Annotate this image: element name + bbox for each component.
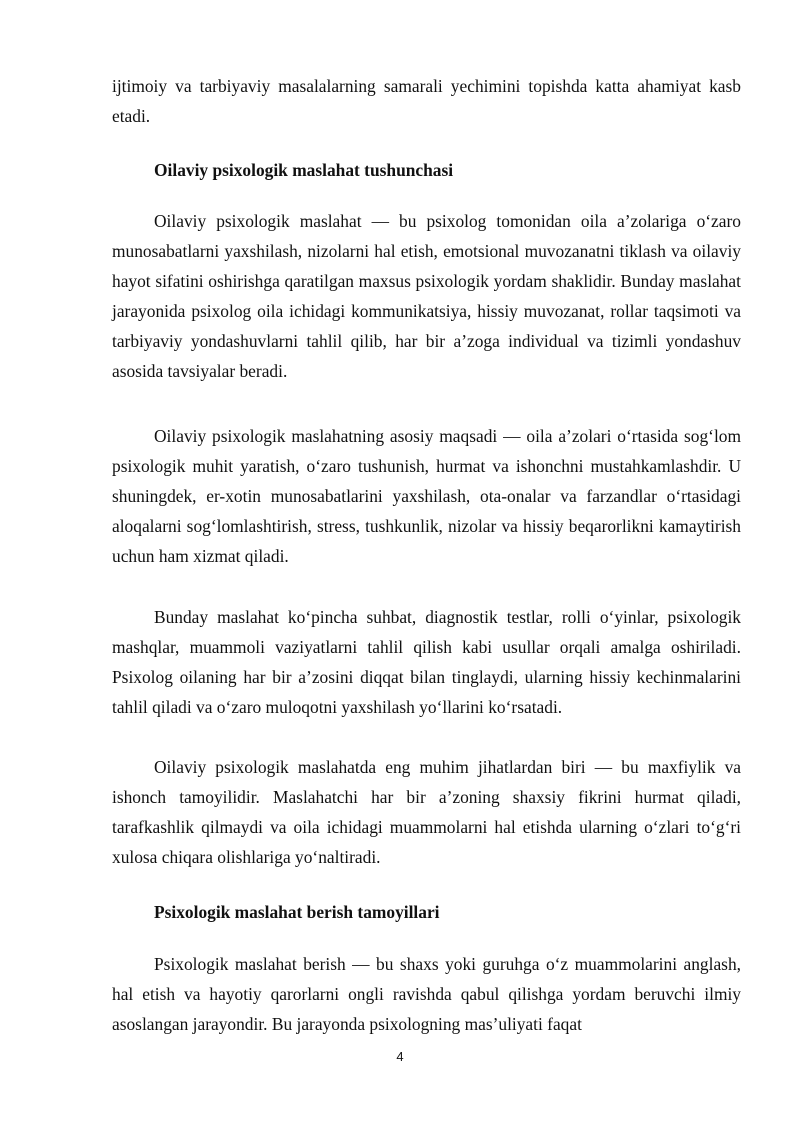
- paragraph-confidentiality: Oilaviy psixologik maslahatda eng muhim jihatlardan biri — bu maxfiylik va ishonch tamoyilidir. Maslahatchi har bir a’zoning shaxsiy fikrini hurmat qiladi, tarafkashlik qilmaydi va oila ichidagi muammolarni hal etishda ularning o‘zlari to‘g‘ri xulosa chiqara olishlariga yo‘naltiradi.: [112, 757, 741, 867]
- paragraph-principles-intro: Psixologik maslahat berish — bu shaxs yoki guruhga o‘z muammolarini anglash, hal etish va hayotiy qarorlarni ongli ravishda qabul qilishga yordam beruvchi ilmiy asoslangan jarayondir. Bu jarayonda psixologning mas’uliyati faqat: [112, 954, 741, 1034]
- section-heading-family-counseling: Oilaviy psixologik maslahat tushunchasi: [154, 160, 454, 180]
- continuation-paragraph: ijtimoiy va tarbiyaviy masalalarning samarali yechimini topishda katta ahamiyat kasb etadi.: [112, 76, 741, 126]
- page-number: 4: [396, 1049, 404, 1064]
- paragraph-methods: Bunday maslahat ko‘pincha suhbat, diagnostik testlar, rolli o‘yinlar, psixologik mashqlar, muammoli vaziyatlarni tahlil qilish kabi usullar orqali amalga oshiriladi. Psixolog oilaning har bir a’zosini diqqat bilan tinglaydi, ularning hissiy kechinmalarini tahlil qiladi va o‘zaro muloqotni yaxshilash yo‘llarini ko‘rsatadi.: [112, 607, 741, 717]
- section-heading-principles: Psixologik maslahat berish tamoyillari: [154, 902, 440, 922]
- paragraph-definition: Oilaviy psixologik maslahat — bu psixolog tomonidan oila a’zolariga o‘zaro munosabatlarni yaxshilash, nizolarni hal etish, emotsional muvozanatni tiklash va oilaviy hayot sifatini oshirishga qaratilgan maxsus psixologik yordam shaklidir. Bunday maslahat jarayonida psixolog oila ichidagi kommunikatsiya, hissiy muvozanat, rollar taqsimoti va tarbiyaviy yondashuvlarni tahlil qilib, har bir a’zoga individual va tizimli yondashuv asosida tavsiyalar beradi.: [112, 211, 741, 381]
- paragraph-goal: Oilaviy psixologik maslahatning asosiy maqsadi — oila a’zolari o‘rtasida sog‘lom psixologik muhit yaratish, o‘zaro tushunish, hurmat va ishonchni mustahkamlashdir. U shuningdek, er-xotin munosabatlarini yaxshilash, ota-onalar va farzandlar o‘rtasidagi aloqalarni sog‘lomlashtirish, stress, tushkunlik, nizolar va hissiy beqarorlikni kamaytirish uchun ham xizmat qiladi.: [112, 426, 741, 566]
